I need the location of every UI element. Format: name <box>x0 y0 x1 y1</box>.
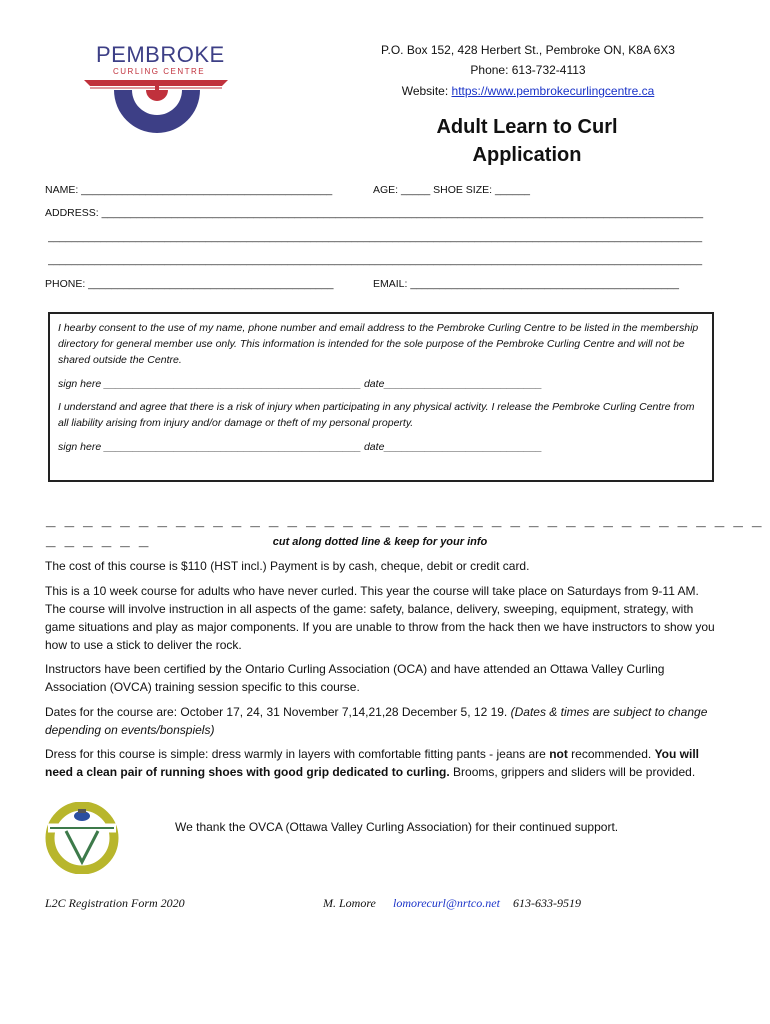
age-shoe-field[interactable]: AGE: _____ SHOE SIZE: ______ <box>373 184 531 196</box>
address-line-3[interactable]: ________________________________________________________________________________________________________________ <box>48 254 703 266</box>
website-link[interactable]: https://www.pembrokecurlingcentre.ca <box>451 84 655 98</box>
cut-label: cut along dotted line & keep for your info <box>272 536 488 548</box>
dress-text-a: Dress for this course is simple: dress warmly in layers with comfortable fitting pants - jeans are <box>45 747 550 761</box>
page-title-line2: Application <box>472 144 582 166</box>
header-address: P.O. Box 152, 428 Herbert St., Pembroke ON, K8A 6X3 <box>381 43 675 57</box>
footer-phone: 613-633-9519 <box>513 896 581 910</box>
dress-text-c: Brooms, grippers and sliders will be provided. <box>449 765 696 779</box>
consent-liability-text: I understand and agree that there is a risk of injury when participating in any physical activity. I release the Pembroke Curling Centre from all liability arising from injury and/or damage or theft of my personal property. <box>58 401 695 429</box>
dress-shoes-note: You will need a clean pair of running shoes with good grip dedicated to curling. <box>45 747 700 779</box>
dates-paragraph <box>45 703 715 739</box>
page-title-line1: Adult Learn to Curl <box>436 116 618 138</box>
ovca-logo <box>44 802 120 874</box>
thanks-text: We thank the OVCA (Ottawa Valley Curling Association) for their continued support. <box>175 820 619 834</box>
footer-email-link[interactable]: lomorecurl@nrtco.net <box>393 896 500 910</box>
cut-line: _ _ _ _ _ _ _ _ _ _ _ _ _ _ _ _ _ _ _ _ _ _ _ _ _ _ _ _ _ _ _ _ _ _ _ _ _ _ _ _ _ _ _ _ _ <box>46 510 764 549</box>
dates-note: (Dates & times are subject to change depending on events/bonspiels) <box>45 705 708 737</box>
cost-paragraph: The cost of this course is $110 (HST incl.) Payment is by cash, cheque, debit or credit card. <box>45 559 530 573</box>
header-phone: Phone: 613-732-4113 <box>470 63 586 77</box>
email-field[interactable]: EMAIL: ______________________________________________ <box>373 278 679 290</box>
address-line-2[interactable]: ________________________________________________________________________________________________________________ <box>48 231 703 243</box>
address-field[interactable]: ADDRESS: _______________________________________________________________________________________________________ <box>45 207 704 219</box>
consent-box <box>48 312 714 482</box>
dress-paragraph <box>45 745 715 781</box>
dress-text-b: recommended. <box>567 747 655 761</box>
course-paragraph: This is a 10 week course for adults who have never curled. This year the course will take place on Saturdays from 9-11 AM. The course will involve instruction in all aspects of the game: safety, balance, delivery, sweeping, equipment, strategy, with game situations and play as major components. If you are unable to throw from the hack then we have instructors to show you how to use a stick to deliver the rock. <box>45 584 715 652</box>
name-field[interactable]: NAME: ___________________________________________ <box>45 184 333 196</box>
dates-text: Dates for the course are: October 17, 24, 31 November 7,14,21,28 December 5, 12 19. <box>45 705 511 719</box>
header-website <box>330 84 726 98</box>
logo-subtitle: CURLING CENTRE <box>113 67 206 76</box>
website-label: Website: <box>401 84 452 98</box>
dress-not: not <box>549 747 568 761</box>
curling-house-logo <box>82 76 232 136</box>
footer-contact-name: M. Lomore <box>323 896 376 910</box>
consent-privacy-text: I hearby consent to the use of my name, phone number and email address to the Pembroke Curling Centre to be listed in the membership directory for general member use only. This information is intended for the sole purpose of the Pembroke Curling Centre and will not be shared outside the Centre. <box>58 322 699 366</box>
logo-name: PEMBROKE <box>96 42 225 67</box>
instructors-paragraph: Instructors have been certified by the Ontario Curling Association (OCA) and have attended an Ottawa Valley Curling Association (OVCA) training session specific to this course. <box>45 662 665 694</box>
liability-signature-line[interactable]: sign here ____________________________________________ date___________________________ <box>58 441 543 453</box>
privacy-signature-line[interactable]: sign here ____________________________________________ date___________________________ <box>58 378 543 390</box>
phone-field[interactable]: PHONE: __________________________________________ <box>45 278 334 290</box>
footer-form-name: L2C Registration Form 2020 <box>45 896 185 910</box>
